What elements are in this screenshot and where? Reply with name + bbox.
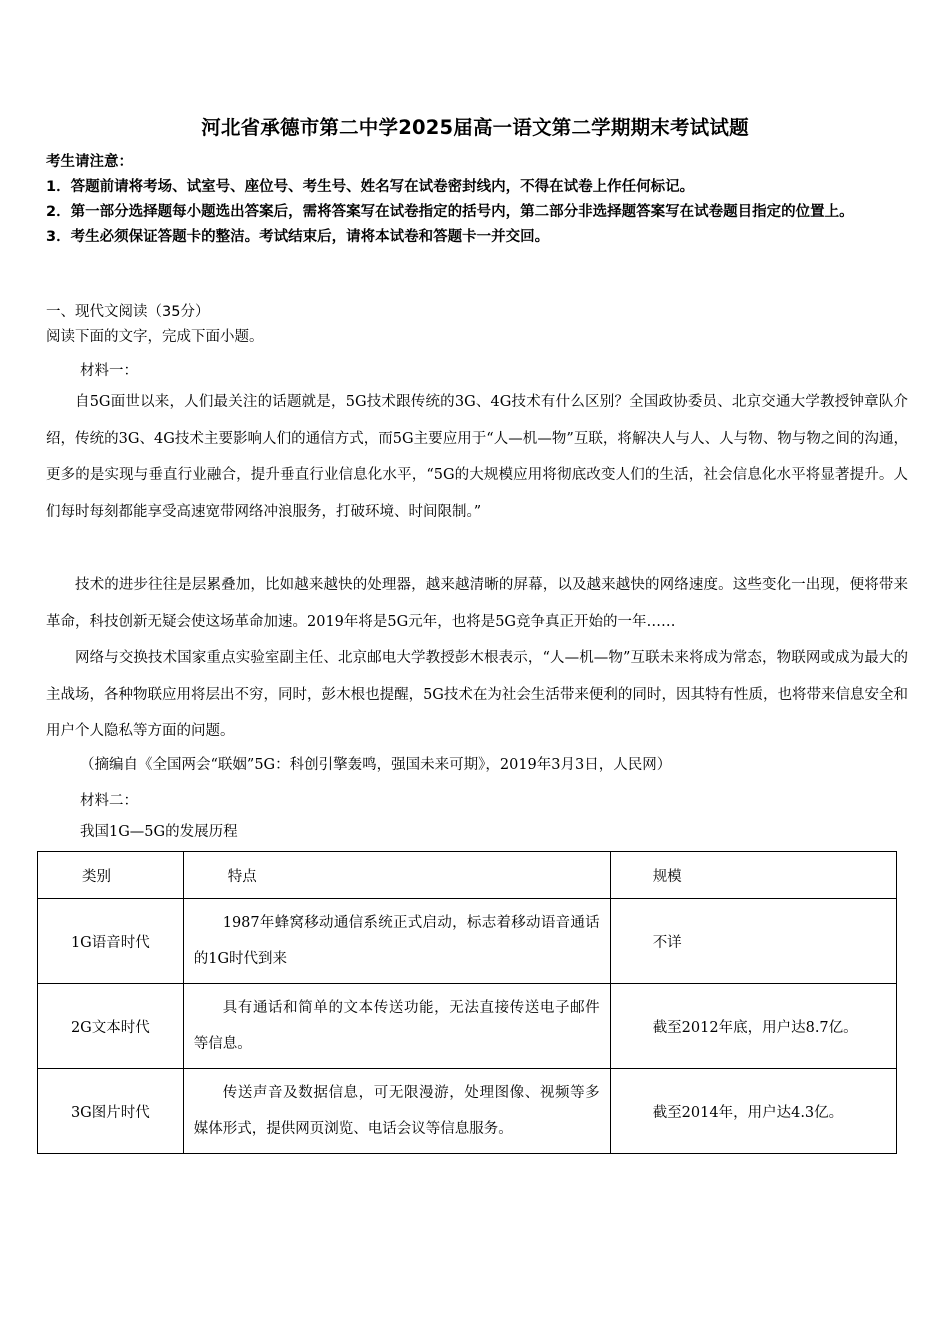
notice-item: 2．第一部分选择题每小题选出答案后，需将答案写在试卷指定的括号内，第二部分非选择题答案写在试卷题目指定的位置上。 <box>46 204 854 220</box>
notice-heading: 考生请注意： <box>46 154 133 170</box>
table-row <box>38 984 897 1069</box>
table-row <box>38 899 897 984</box>
table-caption: 我国1G—5G的发展历程 <box>80 824 238 840</box>
table-cell-scale: 截至2012年底，用户达8.7亿。 <box>652 1019 858 1036</box>
table-cell-feature: 传送声音及数据信息，可无限漫游，处理图像、视频等多媒体形式，提供网页浏览、电话会议等信息服务。 <box>193 1085 600 1137</box>
development-table <box>37 851 897 1154</box>
notice-item: 1．答题前请将考场、试室号、座位号、考生号、姓名写在试卷密封线内，不得在试卷上作任何标记。 <box>46 179 695 195</box>
table-header-cell: 规模 <box>652 868 682 885</box>
page-title: 河北省承德市第二中学2025届高一语文第二学期期末考试试题 <box>201 116 749 139</box>
table-header-cell: 特点 <box>227 868 257 885</box>
article-paragraph: 技术的进步往往是层累叠加，比如越来越快的处理器，越来越清晰的屏幕，以及越来越快的网络速度。这些变化一出现，便将带来革命，科技创新无疑会使这场革命加速。2019年将是5G元年，也将是5G竞争真正开始的一年…… <box>46 577 908 630</box>
source-citation: （摘编自《全国两会“联姻”5G：科创引擎轰鸣，强国未来可期》，2019年3月3日，人民网） <box>80 757 672 773</box>
material2-label: 材料二： <box>80 793 138 809</box>
table-cell-category: 2G文本时代 <box>38 984 184 1069</box>
material1-label: 材料一： <box>80 363 138 379</box>
table-cell-scale: 截至2014年，用户达4.3亿。 <box>652 1104 844 1121</box>
table-cell-scale: 不详 <box>652 934 682 951</box>
section-heading: 一、现代文阅读（35分） <box>46 304 210 320</box>
section-instruction: 阅读下面的文字，完成下面小题。 <box>46 329 264 345</box>
article-paragraph: 网络与交换技术国家重点实验室副主任、北京邮电大学教授彭木根表示，“人—机—物”互联未来将成为常态，物联网或成为最大的主战场，各种物联应用将层出不穷，同时，彭木根也提醒，5G技术在为社会生活带来便利的同时，因其特有性质，也将带来信息安全和用户个人隐私等方面的问题。 <box>46 650 908 740</box>
table-cell-category: 1G语音时代 <box>38 899 184 984</box>
table-header-cell: 类别 <box>82 868 111 885</box>
table-cell-feature: 1987年蜂窝移动通信系统正式启动，标志着移动语音通话的1G时代到来 <box>193 915 600 967</box>
notice-item: 3．考生必须保证答题卡的整洁。考试结束后，请将本试卷和答题卡一并交回。 <box>46 229 550 245</box>
table-cell-feature: 具有通话和简单的文本传送功能，无法直接传送电子邮件等信息。 <box>193 1000 600 1052</box>
notice-block <box>46 150 906 250</box>
table-header-row <box>38 852 897 899</box>
table-cell-category: 3G图片时代 <box>38 1069 184 1154</box>
article-paragraph: 自5G面世以来，人们最关注的话题就是，5G技术跟传统的3G、4G技术有什么区别？全国政协委员、北京交通大学教授钟章队介绍，传统的3G、4G技术主要影响人们的通信方式，而5G主要应用于“人—机—物”互联，将解决人与人、人与物、物与物之间的沟通，更多的是实现与垂直行业融合，提升垂直行业信息化水平，“5G的大规模应用将彻底改变人们的生活，社会信息化水平将显著提升。人们每时每刻都能享受高速宽带网络冲浪服务，打破环境、时间限制。” <box>46 394 908 521</box>
table-row <box>38 1069 897 1154</box>
